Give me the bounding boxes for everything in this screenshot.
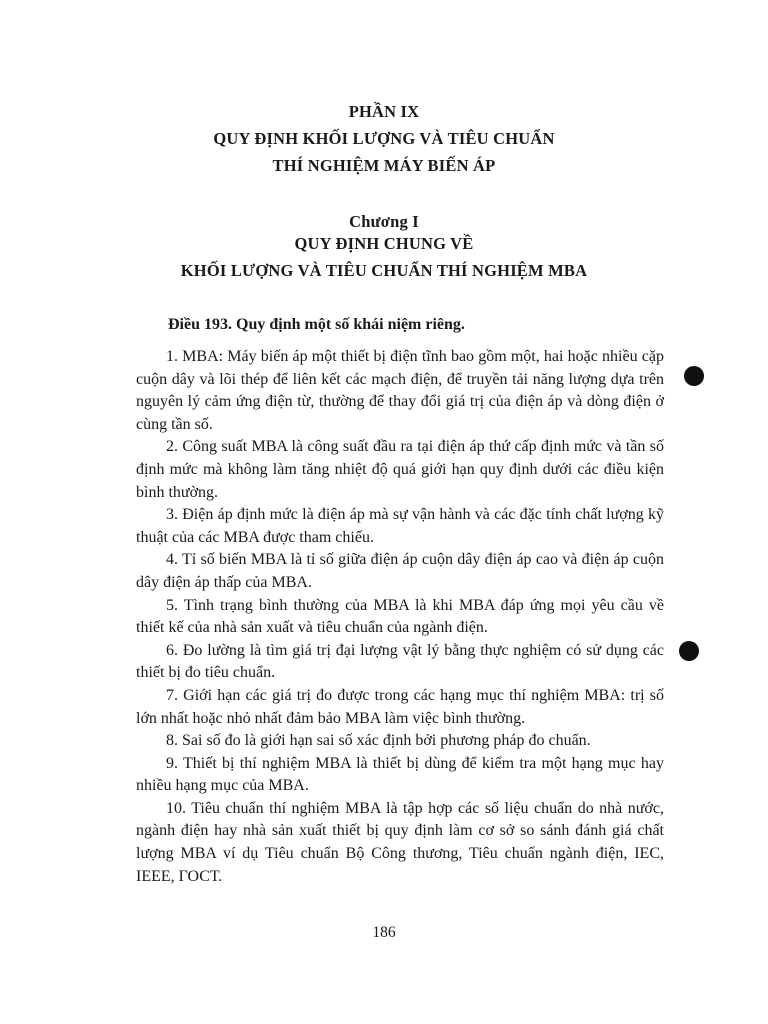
article-body <box>136 346 664 888</box>
part-title-line1: QUY ĐỊNH KHỐI LƯỢNG VÀ TIÊU CHUẨN <box>213 129 555 148</box>
punch-hole-lower <box>679 641 699 661</box>
chapter-number: Chương I <box>349 212 419 231</box>
chapter-title-line1: QUY ĐỊNH CHUNG VỀ <box>294 234 474 253</box>
paragraph-9: 9. Thiết bị thí nghiệm MBA là thiết bị dùng để kiểm tra một hạng mục hay nhiều hạng mục của MBA. <box>136 754 664 795</box>
chapter-title-line2: KHỐI LƯỢNG VÀ TIÊU CHUẨN THÍ NGHIỆM MBA <box>180 261 588 280</box>
punch-hole-upper <box>684 366 704 386</box>
paragraph-10: 10. Tiêu chuẩn thí nghiệm MBA là tập hợp các số liệu chuẩn do nhà nước, ngành điện hay nhà sản xuất thiết bị quy định làm cơ sở so sánh đánh giá chất lượng MBA ví dụ Tiêu chuẩn Bộ Công thương, Tiêu chuẩn ngành điện, IEC, IEEE, ГОСТ. <box>136 799 664 885</box>
paragraph-8: 8. Sai số đo là giới hạn sai số xác định bởi phương pháp đo chuẩn. <box>166 732 591 750</box>
paragraph-2: 2. Công suất MBA là công suất đầu ra tại điện áp thứ cấp định mức và tần số định mức mà không làm tăng nhiệt độ quá giới hạn quy định dưới các điều kiện bình thường. <box>136 438 664 501</box>
article-title: Điều 193. Quy định một số khái niệm riêng. <box>168 316 465 333</box>
paragraph-7: 7. Giới hạn các giá trị đo được trong các hạng mục thí nghiệm MBA: trị số lớn nhất hoặc nhỏ nhất đảm bảo MBA làm việc bình thường. <box>136 686 664 727</box>
part-number: PHẦN IX <box>348 102 420 121</box>
part-title-line2: THÍ NGHIỆM MÁY BIẾN ÁP <box>272 156 496 175</box>
paragraph-5: 5. Tình trạng bình thường của MBA là khi MBA đáp ứng mọi yêu cầu về thiết kế của nhà sản xuất và tiêu chuẩn của ngành điện. <box>136 596 664 637</box>
page-number: 186 <box>372 924 396 941</box>
paragraph-1: 1. MBA: Máy biến áp một thiết bị điện tĩnh bao gồm một, hai hoặc nhiều cặp cuộn dây và lõi thép để liên kết các mạch điện, để truyền tải năng lượng dựa trên nguyên lý cảm ứng điện từ, thường để thay đổi giá trị của điện áp và dòng điện ở cùng tần số. <box>136 348 664 433</box>
paragraph-3: 3. Điện áp định mức là điện áp mà sự vận hành và các đặc tính chất lượng kỹ thuật của các MBA được tham chiếu. <box>136 506 664 546</box>
paragraph-4: 4. Tỉ số biến MBA là tỉ số giữa điện áp cuộn dây điện áp cao và điện áp cuộn dây điện áp thấp của MBA. <box>136 551 664 591</box>
paragraph-6: 6. Đo lường là tìm giá trị đại lượng vật lý bằng thực nghiệm có sử dụng các thiết bị đo tiêu chuẩn. <box>136 641 664 682</box>
